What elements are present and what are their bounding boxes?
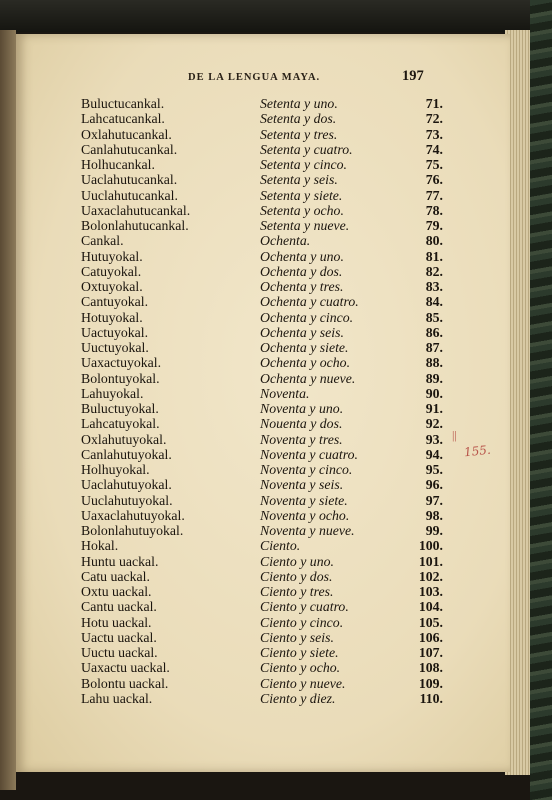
spanish-word: Noventa y tres. — [260, 431, 343, 447]
table-row — [16, 127, 510, 142]
arabic-numeral: 85. — [425, 309, 443, 325]
arabic-numeral: 99. — [425, 523, 443, 538]
spanish-word: Ochenta y siete. — [260, 340, 349, 355]
arabic-numeral: 83. — [425, 279, 443, 294]
table-row — [16, 569, 510, 584]
maya-word: Uuclahutuyokal. — [81, 492, 173, 508]
arabic-numeral: 80. — [425, 233, 443, 249]
spanish-word: Noventa y nueve. — [260, 523, 355, 538]
spanish-word: Ochenta. — [260, 233, 311, 249]
table-row — [16, 157, 510, 172]
table-row — [16, 432, 510, 447]
maya-word: Hotuyokal. — [81, 309, 143, 325]
spanish-word: Ochenta y cinco. — [260, 309, 354, 325]
arabic-numeral: 105. — [418, 614, 443, 630]
arabic-numeral: 86. — [425, 324, 443, 340]
maya-word: Uaxaclahutucankal. — [81, 202, 191, 218]
spanish-word: Noventa y siete. — [260, 492, 348, 508]
arabic-numeral: 110. — [419, 690, 443, 706]
maya-word: Oxtuyokal. — [81, 279, 143, 294]
spanish-word: Noventa y seis. — [260, 477, 344, 493]
maya-word: Uactu uackal. — [81, 629, 157, 645]
table-row — [16, 386, 510, 401]
arabic-numeral: 76. — [425, 172, 443, 188]
maya-word: Lahcatuyokal. — [81, 416, 160, 432]
spanish-word: Setenta y nueve. — [260, 218, 350, 233]
spanish-word: Noventa y cinco. — [260, 462, 353, 477]
table-row — [16, 340, 510, 355]
table-row — [16, 615, 510, 630]
arabic-numeral: 92. — [425, 416, 443, 432]
spanish-word: Ochenta y uno. — [260, 248, 344, 264]
table-row — [16, 416, 510, 431]
maya-word: Uaxaclahutuyokal. — [81, 507, 185, 523]
margin-note: 155. — [463, 442, 492, 460]
table-row — [16, 203, 510, 218]
maya-word: Huntu uackal. — [81, 553, 159, 569]
table-row — [16, 523, 510, 538]
spanish-word: Ciento. — [260, 538, 301, 554]
maya-word: Buluctuyokal. — [81, 401, 159, 416]
arabic-numeral: 103. — [418, 584, 443, 599]
arabic-numeral: 100. — [418, 538, 443, 554]
maya-word: Uaclahutuyokal. — [81, 477, 172, 493]
maya-word: Lahu uackal. — [81, 690, 153, 706]
spanish-word: Setenta y cuatro. — [260, 141, 353, 157]
maya-word: Lahcatucankal. — [81, 111, 165, 127]
maya-word: Uactuyokal. — [81, 324, 149, 340]
arabic-numeral: 72. — [425, 111, 443, 127]
table-row — [16, 142, 510, 157]
spanish-word: Ciento y seis. — [260, 629, 334, 645]
maya-word: Bolontu uackal. — [81, 675, 169, 691]
spanish-word: Ciento y dos. — [260, 568, 333, 584]
book-page — [16, 34, 510, 772]
arabic-numeral: 89. — [425, 370, 443, 386]
running-head: DE LA LENGUA MAYA. — [188, 72, 321, 83]
table-row — [16, 493, 510, 508]
table-row — [16, 630, 510, 645]
arabic-numeral: 96. — [425, 477, 443, 493]
spanish-word: Ciento y siete. — [260, 645, 339, 660]
book-cover-top — [0, 0, 552, 32]
book-spine-edge — [0, 30, 16, 790]
table-row — [16, 96, 510, 111]
arabic-numeral: 108. — [418, 660, 443, 676]
table-row — [16, 279, 510, 294]
maya-word: Oxlahutuyokal. — [81, 431, 167, 447]
arabic-numeral: 98. — [425, 507, 443, 523]
arabic-numeral: 75. — [425, 157, 443, 172]
arabic-numeral: 106. — [418, 629, 443, 645]
arabic-numeral: 82. — [425, 263, 443, 279]
page-header — [16, 68, 510, 92]
maya-word: Canlahutuyokal. — [81, 446, 172, 462]
arabic-numeral: 84. — [425, 294, 443, 310]
table-row — [16, 371, 510, 386]
spanish-word: Ciento y cinco. — [260, 614, 344, 630]
maya-word: Cankal. — [81, 233, 124, 249]
spanish-word: Setenta y tres. — [260, 126, 338, 142]
spanish-word: Noventa. — [260, 385, 310, 401]
spanish-word: Ciento y cuatro. — [260, 599, 349, 615]
table-row — [16, 355, 510, 370]
table-row — [16, 111, 510, 126]
maya-word: Holhucankal. — [81, 157, 155, 172]
arabic-numeral: 104. — [418, 599, 443, 615]
arabic-numeral: 97. — [425, 492, 443, 508]
table-row — [16, 584, 510, 599]
spanish-word: Setenta y siete. — [260, 187, 343, 203]
arabic-numeral: 91. — [425, 401, 443, 416]
arabic-numeral: 93. — [425, 431, 443, 447]
table-row — [16, 447, 510, 462]
maya-word: Cantu uackal. — [81, 599, 157, 615]
arabic-numeral: 73. — [425, 126, 443, 142]
spanish-word: Ochenta y ocho. — [260, 355, 351, 371]
spanish-word: Setenta y uno. — [260, 96, 338, 111]
spanish-word: Ciento y ocho. — [260, 660, 341, 676]
arabic-numeral: 107. — [418, 645, 443, 660]
table-row — [16, 325, 510, 340]
table-row — [16, 599, 510, 614]
arabic-numeral: 74. — [425, 141, 443, 157]
table-row — [16, 645, 510, 660]
table-row — [16, 554, 510, 569]
arabic-numeral: 94. — [425, 446, 443, 462]
arabic-numeral: 79. — [425, 218, 443, 233]
maya-word: Oxlahutucankal. — [81, 126, 172, 142]
maya-word: Bolonlahutucankal. — [81, 218, 189, 233]
maya-word: Bolontuyokal. — [81, 370, 160, 386]
spanish-word: Ochenta y cuatro. — [260, 294, 359, 310]
arabic-numeral: 71. — [425, 96, 443, 111]
arabic-numeral: 102. — [418, 568, 443, 584]
table-row — [16, 233, 510, 248]
maya-word: Hokal. — [81, 538, 119, 554]
spanish-word: Setenta y cinco. — [260, 157, 347, 172]
table-row — [16, 401, 510, 416]
spanish-word: Ochenta y dos. — [260, 263, 343, 279]
spanish-word: Setenta y seis. — [260, 172, 338, 188]
table-row — [16, 249, 510, 264]
table-row — [16, 264, 510, 279]
arabic-numeral: 90. — [425, 385, 443, 401]
maya-word: Holhuyokal. — [81, 462, 150, 477]
arabic-numeral: 101. — [418, 553, 443, 569]
table-row — [16, 538, 510, 553]
arabic-numeral: 88. — [425, 355, 443, 371]
maya-word: Hutuyokal. — [81, 248, 143, 264]
spanish-word: Nouenta y dos. — [260, 416, 343, 432]
table-row — [16, 676, 510, 691]
table-row — [16, 188, 510, 203]
arabic-numeral: 109. — [418, 675, 443, 691]
table-row — [16, 294, 510, 309]
spanish-word: Ochenta y tres. — [260, 279, 344, 294]
maya-word: Catu uackal. — [81, 568, 150, 584]
spanish-word: Setenta y dos. — [260, 111, 337, 127]
arabic-numeral: 81. — [425, 248, 443, 264]
spanish-word: Ciento y diez. — [260, 690, 336, 706]
spanish-word: Setenta y ocho. — [260, 202, 344, 218]
spanish-word: Ochenta y seis. — [260, 324, 344, 340]
table-row — [16, 477, 510, 492]
maya-word: Uaxactuyokal. — [81, 355, 162, 371]
maya-word: Uaclahutucankal. — [81, 172, 178, 188]
maya-word: Catuyokal. — [81, 263, 142, 279]
spanish-word: Ciento y uno. — [260, 553, 334, 569]
spanish-word: Noventa y ocho. — [260, 507, 350, 523]
pencil-mark: || — [452, 428, 457, 442]
maya-word: Oxtu uackal. — [81, 584, 152, 599]
page-number: 197 — [402, 68, 424, 84]
arabic-numeral: 87. — [425, 340, 443, 355]
arabic-numeral: 95. — [425, 462, 443, 477]
maya-word: Cantuyokal. — [81, 294, 149, 310]
maya-word: Bolonlahutuyokal. — [81, 523, 184, 538]
maya-word: Hotu uackal. — [81, 614, 152, 630]
arabic-numeral: 77. — [425, 187, 443, 203]
maya-word: Uuctu uackal. — [81, 645, 158, 660]
spanish-word: Ciento y tres. — [260, 584, 334, 599]
maya-word: Lahuyokal. — [81, 385, 144, 401]
table-row — [16, 310, 510, 325]
spanish-word: Noventa y uno. — [260, 401, 344, 416]
maya-word: Uuclahutucankal. — [81, 187, 178, 203]
table-row — [16, 660, 510, 675]
spanish-word: Ochenta y nueve. — [260, 370, 356, 386]
maya-word: Uuctuyokal. — [81, 340, 149, 355]
maya-word: Uaxactu uackal. — [81, 660, 170, 676]
maya-word: Buluctucankal. — [81, 96, 165, 111]
marbled-cover — [530, 0, 552, 800]
table-row — [16, 691, 510, 706]
table-row — [16, 462, 510, 477]
table-row — [16, 508, 510, 523]
arabic-numeral: 78. — [425, 202, 443, 218]
table-row — [16, 218, 510, 233]
table-row — [16, 172, 510, 187]
maya-word: Canlahutucankal. — [81, 141, 178, 157]
spanish-word: Noventa y cuatro. — [260, 446, 358, 462]
spanish-word: Ciento y nueve. — [260, 675, 346, 691]
